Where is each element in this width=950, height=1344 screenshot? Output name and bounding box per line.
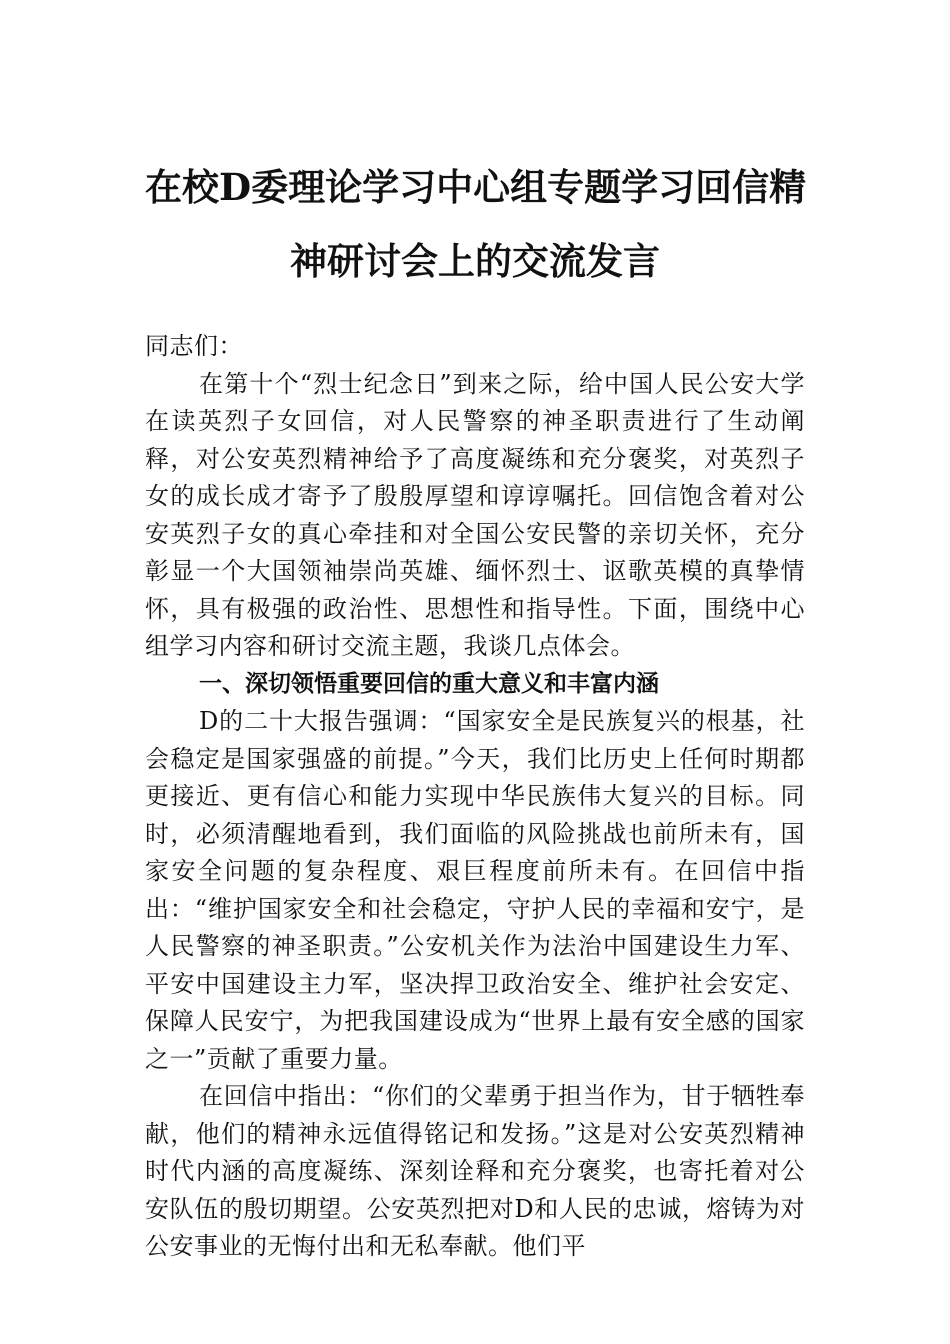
document-page <box>145 0 805 1344</box>
paragraph: 在回信中指出：“你们的父辈勇于担当作为，甘于牺牲奉献，他们的精神永远值得铭记和发扬。”这是对公安英烈精神时代内涵的高度凝练、深刻诠释和充分褒奖，也寄托着对公安队伍的殷切期望。公安英烈把对D和人民的忠诚，熔铸为对公安事业的无悔付出和无私奉献。他们平 <box>145 1082 805 1260</box>
salutation: 同志们： <box>145 332 243 360</box>
section-heading: 一、深切领悟重要回信的重大意义和丰富内涵 <box>199 670 659 697</box>
paragraph: D的二十大报告强调：“国家安全是民族复兴的根基，社会稳定是国家强盛的前提。”今天，我们比历史上任何时期都更接近、更有信心和能力实现中华民族伟大复兴的目标。同时，必须清醒地看到，我们面临的风险挑战也前所未有，国家安全问题的复杂程度、艰巨程度前所未有。在回信中指出：“维护国家安全和社会稳定，守护人民的幸福和安宁，是人民警察的神圣职责。”公安机关作为法治中国建设生力军、平安中国建设主力军，坚决捍卫政治安全、维护社会安定、保障人民安宁，为把我国建设成为“世界上最有安全感的国家之一”贡献了重要力量。 <box>145 707 805 1073</box>
document-title <box>145 150 805 298</box>
document-body <box>145 328 805 1266</box>
title-line-1: 在校D委理论学习中心组专题学习回信精 <box>145 165 807 209</box>
title-line-2: 神研讨会上的交流发言 <box>290 239 660 283</box>
paragraph: 在第十个“烈士纪念日”到来之际，给中国人民公安大学在读英烈子女回信，对人民警察的神圣职责进行了生动阐释，对公安英烈精神给予了高度凝练和充分褒奖，对英烈子女的成长成才寄予了殷殷厚望和谆谆嘱托。回信饱含着对公安英烈子女的真心牵挂和对全国公安民警的亲切关怀，充分彰显一个大国领袖崇尚英雄、缅怀烈士、讴歌英模的真挚情怀，具有极强的政治性、思想性和指导性。下面，围绕中心组学习内容和研讨交流主题，我谈几点体会。 <box>145 369 805 660</box>
